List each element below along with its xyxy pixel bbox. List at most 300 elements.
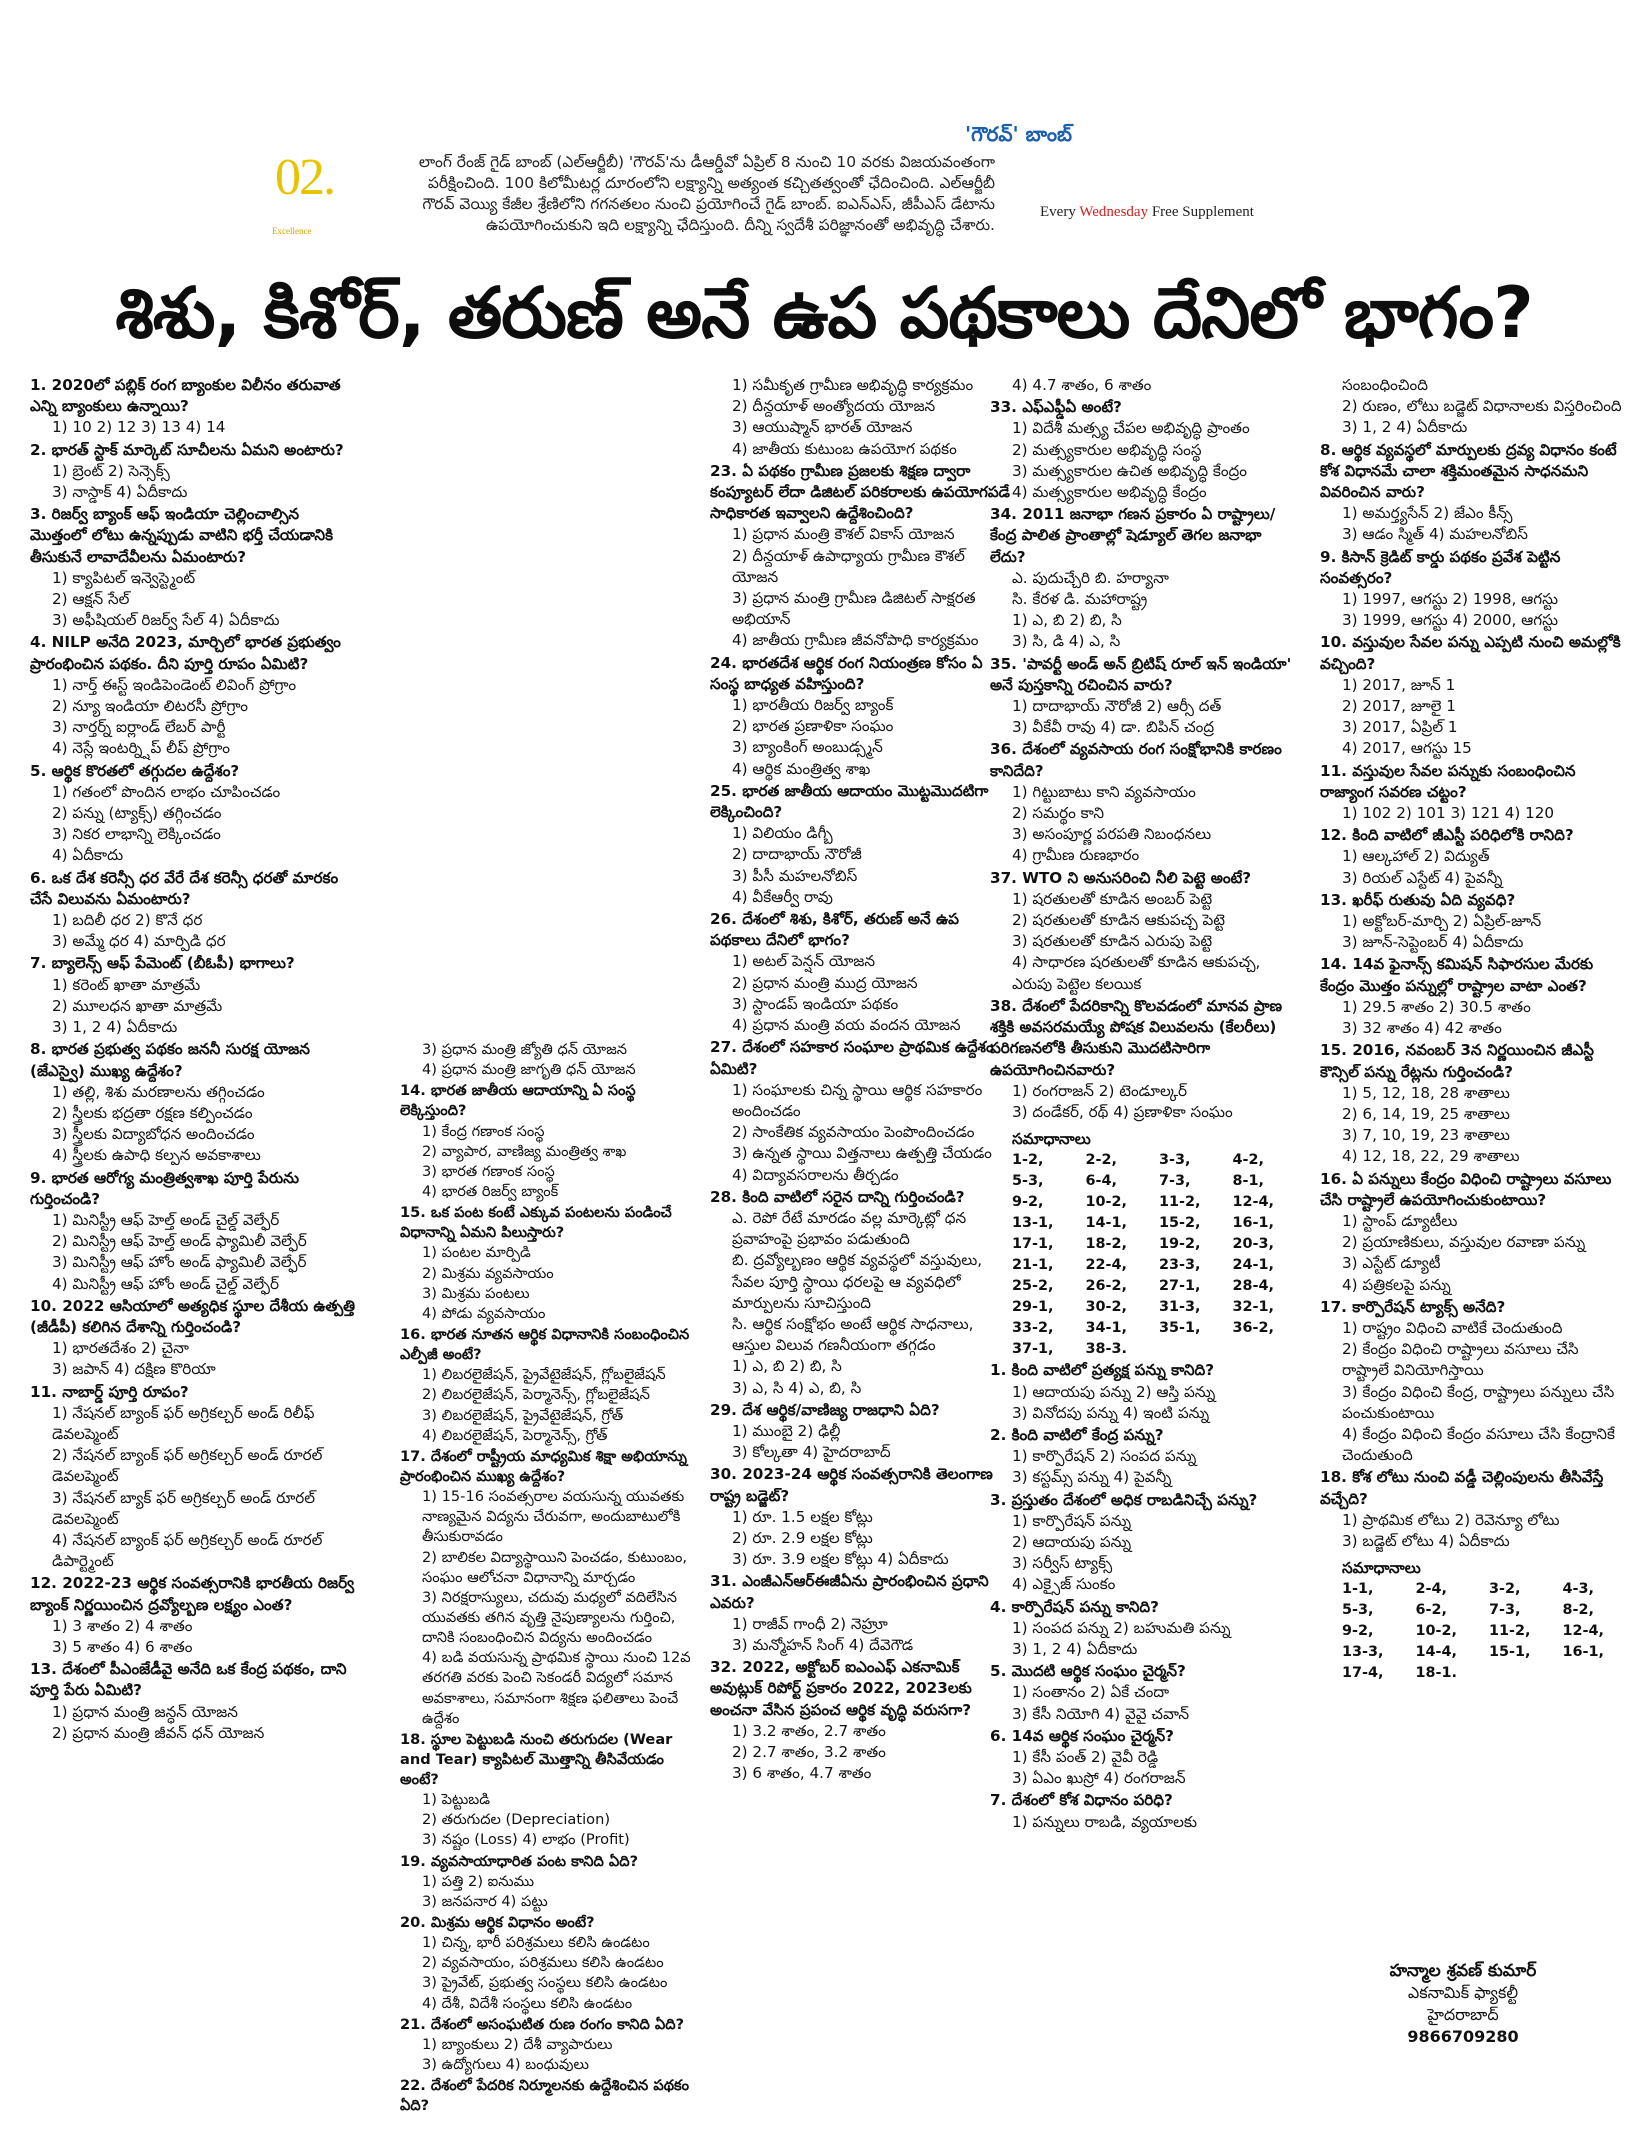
answer-entry: 15-1, (1489, 1644, 1531, 1661)
option-text: 2) లిబరలైజేషన్, పెర్మానెన్స్, గ్లోబలైజేషన్ (422, 1386, 650, 1404)
question-text: 32. 2022, అక్టోబర్ ఐఎంఎఫ్ ఎకనామిక్ అవుట్లుక్ రిపోర్ట్ ప్రకారం 2022, 2023లకు అంచనా వేసిన ప్రపంచ ఆర్థిక వృద్ధి వరుసగా? (710, 1658, 972, 1719)
answers-title: సమాధానాలు (1012, 1130, 1091, 1149)
option-text: 1) ఆదాయపు పన్ను 2) ఆస్తి పన్ను (1012, 1382, 1216, 1401)
question-text: 21. దేశంలో అసంఘటిత రుణ రంగం కానిది ఏది? (400, 2015, 685, 2033)
option-text: 1) బదిలీ ధర 2) కొనే ధర (52, 911, 203, 930)
question-item (400, 1913, 700, 2014)
question-text: 12. కింది వాటిలో జీఎస్టీ పరిధిలోకి రానిది? (1320, 826, 1574, 845)
supplement-post: Free Supplement (1148, 204, 1254, 220)
answer-entry: 11-2, (1159, 1194, 1201, 1211)
question-item (990, 504, 1300, 652)
answer-entry: 6-4, (1085, 1173, 1117, 1190)
option-text: 1) 2017, జూన్ 1 (1342, 675, 1456, 694)
question-text: 5. ఆర్థిక కొరతలో తగ్గుదల ఉద్దేశం? (30, 761, 240, 780)
option-text: 3) 1999, ఆగస్టు 4) 2000, ఆగస్టు (1342, 611, 1559, 630)
option-text: 1) ప్రధాన మంత్రి జన్ధన్ యోజన (52, 1702, 238, 1721)
answer-entry: 38-3. (1085, 1341, 1127, 1358)
option-text: 1) ప్రాథమిక లోటు 2) రెవెన్యూ లోటు (1342, 1510, 1560, 1529)
question-text: 30. 2023-24 ఆర్థిక సంవత్సరానికి తెలంగాణ రాష్ట్ర బడ్జెట్? (710, 1465, 993, 1505)
option-text: 4) ప్రధాన మంత్రి జాగృతి ధన్ యోజన (422, 1061, 636, 1079)
answer-entry: 15-2, (1159, 1215, 1201, 1232)
supplement-day: Wednesday (1079, 204, 1149, 220)
question-item (30, 632, 358, 759)
question-text: 8. భారత ప్రభుత్వ పథకం జననీ సురక్ష యోజన (జేఎస్వై) ముఖ్య ఉద్దేశం? (30, 1040, 310, 1080)
answer-entry: 17-4, (1342, 1665, 1384, 1682)
answer-entry: 18-1. (1415, 1665, 1457, 1682)
answer-entry: 10-2, (1085, 1194, 1127, 1211)
question-text: 31. ఎంజీఎన్ఆర్ఈజీఏను ప్రారంభించిన ప్రధాని ఎవరు? (710, 1572, 989, 1612)
supplement-label (1040, 204, 1254, 221)
option-text: 3) బ్యాంకింగ్ అంబుడ్స్మన్ (732, 738, 883, 757)
answer-entry: 24-1, (1232, 1257, 1274, 1274)
option-text: 4) నేషనల్ బ్యాంక్ ఫర్ అగ్రికల్చర్ అండ్ రూరల్ డిపార్ట్మెంట్ (52, 1530, 323, 1571)
question-item (990, 375, 1300, 396)
option-text: 3) జపాన్ 4) దక్షిణ కొరియా (52, 1360, 216, 1379)
answer-entry: 7-3, (1489, 1602, 1521, 1619)
option-text: 4) జాతీయ గ్రామీణ జీవనోపాధి కార్యక్రమం (732, 631, 979, 650)
option-text: 2) మిశ్రమ వ్యవసాయం (422, 1264, 554, 1282)
question-item (400, 1852, 700, 1912)
option-text: 3) ఆయుష్మాన్ భారత్ యోజన (732, 418, 913, 437)
question-text: 26. దేశంలో శిశు, కిశోర్, తరుణ్ అనే ఉప పథకాలు దేనిలో భాగం? (710, 910, 959, 950)
option-text: 1) సమీకృత గ్రామీణ అభివృద్ధి కార్యక్రమం (732, 376, 974, 394)
answers-grid (990, 1150, 1300, 1360)
answer-entry: 4-2, (1232, 1152, 1264, 1169)
option-text: 3) షరతులతో కూడిన ఎరుపు పెట్టె (1012, 932, 1213, 951)
option-text: 4) స్త్రీలకు ఉపాధి కల్పన అవకాశాలు (52, 1146, 261, 1165)
column-2 (400, 1040, 700, 2117)
option-text: 2) దాదాభాయ్ నౌరోజీ (732, 845, 862, 864)
option-text: 1) రంగరాజన్ 2) టెండూల్కర్ (1012, 1081, 1187, 1100)
option-text: 3) ఎస్టేట్ డ్యూటీ (1342, 1254, 1441, 1273)
option-text: 1) 15-16 సంవత్సరాల వయసున్న యువతకు నాణ్యమైన విద్యను చేరువగా, అందుబాటులోకి తీసుకురావడం (422, 1488, 685, 1546)
section-tag: Excellence (272, 226, 312, 236)
question-text: 10. 2022 ఆసియాలో అత్యధిక స్థూల దేశీయ ఉత్పత్తి (జీడీపీ) కలిగిన దేశాన్ని గుర్తించండి? (30, 1296, 356, 1336)
option-text: 1) సంఘాలకు చిన్న స్థాయి ఆర్థిక సహకారం అందించడం (732, 1080, 983, 1120)
question-item (400, 1325, 700, 1446)
question-text: 11. నాబార్డ్ పూర్తి రూపం? (30, 1382, 189, 1401)
option-text: 1) 102 2) 101 3) 121 4) 120 (1342, 804, 1555, 823)
question-text: 6. 14వ ఆర్థిక సంఘం చైర్మన్? (990, 1726, 1174, 1745)
answer-entry: 17-1, (1012, 1236, 1054, 1253)
option-text: 3) కస్టమ్స్ పన్ను 4) పైవన్నీ (1012, 1468, 1172, 1487)
question-text: 12. 2022-23 ఆర్థిక సంవత్సరానికి భారతీయ రిజర్వ్ బ్యాంక్ నిర్ణయించిన ద్రవ్యోల్బణ లక్ష్యం ఎంత? (30, 1574, 355, 1614)
question-text: 37. WTO ని అనుసరించి నీలి పెట్టె అంటే? (990, 868, 1252, 887)
option-text: 2) షరతులతో కూడిన ఆకుపచ్చ పెట్టె (1012, 911, 1226, 930)
option-text: 1) భారతదేశం 2) చైనా (52, 1339, 189, 1358)
question-item (710, 653, 1010, 780)
option-text: 3) 1, 2 4) ఏదీకాదు (52, 1018, 178, 1037)
answer-entry: 29-1, (1012, 1299, 1054, 1316)
option-text: 2) పన్ను (ట్యాక్స్) తగ్గించడం (52, 804, 222, 823)
answer-entry: 9-2, (1012, 1194, 1044, 1211)
question-item (710, 1571, 1010, 1656)
question-text: 13. ఖరీఫ్ రుతువు ఏది వ్యవధి? (1320, 890, 1516, 909)
option-text: 1) పెట్టుబడి (422, 1791, 491, 1809)
answers-grid (1320, 1579, 1630, 1684)
option-text: 2) 6, 14, 19, 25 శాతాలు (1342, 1104, 1510, 1123)
option-text: 3) కోల్కతా 4) హైదరాబాద్ (732, 1443, 891, 1462)
option-text: 4) కేంద్రం విధించి కేంద్రం వసూలు చేసి కేంద్రానికే చెందుతుంది (1342, 1424, 1615, 1465)
option-text: 2) రూ. 2.9 లక్షల కోట్లు (732, 1528, 873, 1547)
option-text: 2) వ్యవసాయం, పరిశ్రమలు కలిసి ఉండటం (422, 1954, 664, 1972)
option-text: 3) స్త్రీలకు విద్యాబోధన అందించడం (52, 1125, 255, 1144)
author-phone: 9866709280 (1407, 2027, 1519, 2046)
column-1 (30, 375, 358, 1745)
answer-entry: 14-1, (1085, 1215, 1127, 1232)
question-text: 20. మిశ్రమ ఆర్థిక విధానం అంటే? (400, 1914, 595, 1932)
answer-entry: 21-1, (1012, 1257, 1054, 1274)
option-text: 4) పత్రికలపై పన్ను (1342, 1275, 1451, 1294)
option-text: ఎ. పుదుచ్చేరి బి. హర్యానా (1012, 568, 1169, 587)
question-text: 4. కార్పొరేషన్ పన్ను కానిది? (990, 1597, 1159, 1616)
option-text: 4) భారత రిజర్వ్ బ్యాంక్ (422, 1182, 559, 1200)
question-item (30, 761, 358, 867)
option-text: 3) నేషనల్ బ్యాక్ ఫర్ అగ్రికల్చర్ అండ్ రూరల్ డెవలప్మెంట్ (52, 1488, 316, 1528)
option-text: 4) 2017, ఆగస్టు 15 (1342, 739, 1472, 758)
question-text: 14. 14వ ఫైనాన్స్ కమిషన్ సిఫారసుల మేరకు కేంద్రం మొత్తం పన్నుల్లో రాష్ట్రాల వాటా ఎంత? (1320, 955, 1594, 995)
option-text: 3) ప్రధాన మంత్రి గ్రామీణ డిజిటల్ సాక్షరత అభియాన్ (732, 589, 976, 629)
option-text: 3) అఫీషియల్ రిజర్వ్ సేల్ 4) ఏదీకాదు (52, 611, 280, 630)
question-item (990, 1425, 1300, 1489)
option-text: 1) అక్టోబర్-మార్చి 2) ఏప్రిల్-జూన్ (1342, 912, 1542, 931)
option-text: 1) విలియం డిగ్బీ (732, 824, 833, 843)
question-text: 3. ప్రస్తుతం దేశంలో అధిక రాబడినిచ్చే పన్ను? (990, 1490, 1258, 1509)
option-text: 1) బ్రెంట్ 2) సెన్సెక్స్ (52, 461, 170, 480)
option-text: 3) ఉద్యోగులు 4) బంధువులు (422, 2056, 589, 2074)
answer-entry: 7-3, (1159, 1173, 1191, 1190)
question-text: 17. దేశంలో రాష్ట్రీయ మాధ్యమిక శిక్షా అభియాన్ను ప్రారంభించిన ముఖ్య ఉద్దేశం? (400, 1447, 687, 1485)
option-text: 2) ప్రధాన మంత్రి ముద్ర యోజన (732, 973, 918, 992)
option-text: 3) మత్స్యకారుల ఉచిత అభివృద్ధి కేంద్రం (1012, 461, 1247, 480)
option-text: 1) మినిస్ట్రీ ఆఫ్ హెల్త్ అండ్ చైల్డ్ వెల్ఫేర్ (52, 1210, 280, 1229)
answer-entry: 18-2, (1085, 1236, 1127, 1253)
question-item (1320, 440, 1630, 546)
option-text: 1) 29.5 శాతం 2) 30.5 శాతం (1342, 997, 1531, 1016)
option-text: 1) నార్త్ ఈస్ట్ ఇండిపెండెంట్ లివింగ్ ప్రోగ్రాం (52, 675, 297, 694)
answer-entry: 13-1, (1012, 1215, 1054, 1232)
question-item (30, 375, 358, 439)
option-text: 3) రియల్ ఎస్టేట్ 4) పైవన్నీ (1342, 868, 1503, 887)
question-item (400, 2076, 700, 2116)
option-text: 1) గిట్టుబాటు కాని వ్యవసాయం (1012, 782, 1196, 801)
option-text: 3) జూన్-సెప్టెంబర్ 4) ఏదీకాదు (1342, 933, 1524, 952)
option-text: 1) 5, 12, 18, 28 శాతాలు (1342, 1083, 1510, 1102)
option-text: 4) మినిస్ట్రీ ఆఫ్ హోం అండ్ చైల్డ్ వెల్ఫేర్ (52, 1274, 279, 1293)
option-text: 4) విద్యావసరాలను తీర్చడం (732, 1165, 899, 1184)
option-text: 1) దాదాభాయ్ నౌరోజీ 2) ఆర్సీ దత్ (1012, 697, 1222, 716)
answer-entry: 25-2, (1012, 1278, 1054, 1295)
answer-entry: 28-4, (1232, 1278, 1274, 1295)
option-text: 2) భారత ప్రణాళికా సంఘం (732, 717, 894, 736)
author-city: హైదరాబాద్ (1427, 2005, 1499, 2024)
answer-entry: 2-2, (1085, 1152, 1117, 1169)
question-item (710, 781, 1010, 908)
question-text: 3. రిజర్వ్ బ్యాంక్ ఆఫ్ ఇండియా చెల్లించాల్సిన మొత్తంలో లోటు ఉన్నప్పుడు వాటిని భర్తీ చేయడానికి తీసుకునే లావాదేవీలను ఏమంటారు? (30, 505, 334, 566)
question-item (710, 1187, 1010, 1399)
option-text: 2) స్త్రీలకు భద్రతా రక్షణ కల్పించడం (52, 1103, 253, 1122)
question-item (710, 375, 1010, 460)
question-text: 25. భారత జాతీయ ఆదాయం మొట్టమొదటిగా లెక్కించింది? (710, 781, 989, 822)
option-text: 2) ప్రయాణికులు, వస్తువుల రవాణా పన్ను (1342, 1233, 1586, 1252)
option-text: 2) న్యూ ఇండియా లిటరసీ ప్రోగ్రాం (52, 697, 248, 716)
question-item (30, 1659, 358, 1744)
page-number: 02. (275, 149, 334, 206)
option-text: 3) మన్మోహన్ సింగ్ 4) దేవెగౌడ (732, 1635, 914, 1654)
answer-entry: 9-2, (1342, 1623, 1374, 1640)
option-text: 1) కేసీ పంత్ 2) వైవీ రెడ్డి (1012, 1747, 1159, 1766)
option-text: 3) నికర లాభాన్ని లెక్కించడం (52, 825, 221, 844)
question-text: 24. భారతదేశ ఆర్థిక రంగ నియంత్రణ కోసం ఏ సంస్థ బాధ్యత వహిస్తుంది? (710, 653, 983, 693)
option-text: సి. కేరళ డి. మహారాష్ట్ర (1012, 590, 1148, 609)
question-item (710, 909, 1010, 1036)
option-text: 4) గ్రామీణ రుణభారం (1012, 846, 1140, 865)
option-text: 4) వీకేఆర్వీ రావు (732, 887, 833, 906)
answer-entry: 2-4, (1415, 1581, 1447, 1598)
question-item (710, 461, 1010, 652)
question-item (30, 1168, 358, 1295)
question-text: 9. భారత ఆరోగ్య మంత్రిత్వశాఖ పూర్తి పేరును గుర్తించండి? (30, 1168, 299, 1208)
question-item (1320, 890, 1630, 954)
answer-entry: 16-1, (1562, 1644, 1604, 1661)
answer-entry: 36-2, (1232, 1320, 1274, 1337)
option-text: 2) దీన్దయాళ్ అంత్యోదయ యోజన (732, 397, 936, 416)
question-item (30, 953, 358, 1038)
question-text: 7. దేశంలో కోశ విధానం పరిధి? (990, 1791, 1173, 1810)
question-item (400, 1730, 700, 1851)
answer-entry: 16-1, (1232, 1215, 1274, 1232)
question-item (30, 440, 358, 504)
question-text: 11. వస్తువుల సేవల పన్నుకు సంబంధించిన రాజ్యాంగ సవరణ చట్టం? (1320, 761, 1576, 801)
question-text: 13. దేశంలో పీఎంజేడీవై అనేది ఒక కేంద్ర పథకం, దాని పూర్తి పేరు ఏమిటి? (30, 1660, 347, 1700)
question-item (1320, 547, 1630, 632)
option-text: 3) అసంపూర్ణ పరపతి నిబంధనలు (1012, 825, 1212, 844)
option-text: 3) ఎ, సి 4) ఎ, బి, సి (732, 1378, 862, 1397)
option-text: 3) అమ్మే ధర 4) మార్పిడి ధర (52, 932, 226, 951)
question-item (990, 1790, 1300, 1832)
option-text: 2) ఆక్షన్ సేల్ (52, 590, 130, 609)
answer-entry: 20-3, (1232, 1236, 1274, 1253)
answer-entry: 14-4, (1415, 1644, 1457, 1661)
option-text: 3) ఉన్నత స్థాయి విత్తనాలు ఉత్పత్తి చేయడం (732, 1144, 992, 1163)
option-text: 1) కేంద్ర గణాంక సంస్థ (422, 1122, 545, 1140)
option-text: 1) ప్రధాన మంత్రి కౌశల్ వికాస్ యోజన (732, 525, 955, 544)
option-text: 2) సాంకేతిక వ్యవసాయం పెంపొందించడం (732, 1123, 975, 1142)
option-text: 4) పోడు వ్యవసాయం (422, 1304, 546, 1322)
option-text: 3) ఏఎం ఖుస్రో 4) రంగరాజన్ (1012, 1769, 1186, 1788)
answer-entry: 8-2, (1562, 1602, 1594, 1619)
option-text: 1) 3.2 శాతం, 2.7 శాతం (732, 1721, 886, 1740)
news-box-text: లాంగ్ రేంజ్ గైడ్ బాంబ్ (ఎల్ఆర్జీబీ) 'గౌరవ్'ను డీఆర్డీవో ఏప్రిల్ 8 నుంచి 10 వరకు విజయవంతంగా పరీక్షించింది. 100 కిలోమీటర్ల దూరంలోని లక్ష్యాన్ని అత్యంత కచ్చితత్వంతో ఛేదించింది. ఎల్ఆర్జీబీ గౌరవ్ వెయ్యి కేజీల శ్రేణిలోని గగనతలం నుంచి ప్రయోగించే గైడ్ బాంబ్. ఐఎన్ఎస్, జీపీఎస్ డేటాను ఉపయోగించుకుని ఇది లక్ష్యాన్ని ఛేదిస్తుంది. దీన్ని స్వదేశీ పరిజ్ఞానంతో అభివృద్ధి చేశారు. (418, 153, 995, 234)
option-text: 1) తల్లి, శిశు మరణాలను తగ్గించడం (52, 1082, 265, 1101)
option-text: 3) దండేకర్, రథ్ 4) ప్రణాళికా సంఘం (1012, 1102, 1233, 1121)
question-text: 34. 2011 జనాభా గణన ప్రకారం ఏ రాష్ట్రాలు/కేంద్ర పాలిత ప్రాంతాల్లో షెడ్యూల్ తెగల జనాభా లేదు? (990, 505, 1276, 566)
question-text: 1. కింది వాటిలో ప్రత్యక్ష పన్ను కానిది? (990, 1361, 1215, 1380)
question-text: 27. దేశంలో సహకార సంఘాల ప్రాథమిక ఉద్దేశం ఏమిటి? (710, 1038, 994, 1078)
column-5 (1320, 375, 1630, 1684)
answer-entry: 22-4, (1085, 1257, 1127, 1274)
option-text: 4) ఆర్థిక మంత్రిత్వ శాఖ (732, 759, 871, 778)
option-text: 4) జాతీయ కుటుంబ ఉపయోగ పథకం (732, 439, 957, 458)
option-text: 1) కార్పొరేషన్ పన్ను (1012, 1511, 1132, 1530)
question-item (400, 1203, 700, 1324)
question-text: 23. ఏ పథకం గ్రామీణ ప్రజలకు శిక్షణ ద్వారా కంప్యూటర్ లేదా డిజిటల్ పరికరాలకు ఉపయోగపడే సాధికారత ఇవ్వాలని ఉద్దేశించింది? (710, 461, 1010, 523)
option-text: 2) 2.7 శాతం, 3.2 శాతం (732, 1743, 886, 1761)
option-text: 2) కేంద్రం విధించి రాష్ట్రాలు వసూలు చేసి రాష్ట్రాలే వినియోగిస్తాయి (1342, 1340, 1579, 1380)
option-text: 1) ముంబై 2) ఢిల్లీ (732, 1421, 841, 1440)
option-text: 1) నేషనల్ బ్యాంక్ ఫర్ అగ్రికల్చర్ అండ్ రిలీఫ్ డెవలప్మెంట్ (52, 1403, 315, 1443)
answer-entry: 33-2, (1012, 1320, 1054, 1337)
question-item (1320, 954, 1630, 1039)
option-text: 1) విదేశీ మత్స్య చేపల అభివృద్ధి ప్రాంతం (1012, 419, 1250, 438)
question-item (990, 397, 1300, 503)
answer-entry: 5-3, (1342, 1602, 1374, 1619)
answer-entry: 8-1, (1232, 1173, 1264, 1190)
author-role: ఎకనామిక్ ఫ్యాకల్టీ (1407, 1983, 1519, 2002)
option-text: బి. ద్రవ్యోల్బణం ఆర్థిక వ్యవస్థలో వస్తువులు, సేవల పూర్తి స్థాయి ధరలపై ఆ వ్యవధిలో మార్పులను సూచిస్తుంది (732, 1251, 983, 1312)
question-item (1320, 632, 1630, 759)
answer-entry: 31-3, (1159, 1299, 1201, 1316)
question-item (30, 1573, 358, 1658)
question-text: 1. 2020లో పబ్లిక్ రంగ బ్యాంకుల విలీనం తరువాత ఎన్ని బ్యాంకులు ఉన్నాయి? (30, 376, 341, 416)
option-text: 2) సమర్థం కాని (1012, 804, 1105, 823)
option-text: 4) సాధారణ షరతులతో కూడిన ఆకుపచ్చ, ఎరుపు పెట్టెల కలయిక (1012, 953, 1261, 993)
question-text: 14. భారత జాతీయ ఆదాయాన్ని ఏ సంస్థ లెక్కిస్తుంది? (400, 1082, 636, 1120)
question-text: 2. కింది వాటిలో కేంద్ర పన్ను? (990, 1425, 1164, 1444)
option-text: 1) బ్యాంకులు 2) దేశీ వ్యాపారులు (422, 2035, 613, 2053)
supplement-pre: Every (1040, 204, 1080, 220)
option-text: 2) మినిస్ట్రీ ఆఫ్ హెల్త్ అండ్ ఫ్యామిలీ వెల్ఫేర్ (52, 1232, 307, 1251)
question-item (710, 1464, 1010, 1570)
question-text: 8. ఆర్థిక వ్యవస్థలో మార్పులకు ద్రవ్య విధానం కంటే కోశ విధానమే చాలా శక్తిమంతమైన సాధనమని వివరించిన వారు? (1320, 440, 1617, 502)
question-item (990, 739, 1300, 866)
option-text: 2) ప్రధాన మంత్రి జీవన్ ధన్ యోజన (52, 1723, 265, 1742)
option-text: 1) సంపద పన్ను 2) బహుమతి పన్ను (1012, 1618, 1231, 1637)
option-text: 1) 10 2) 12 3) 13 4) 14 (52, 418, 226, 437)
question-item (400, 2015, 700, 2075)
option-text: 3) మిశ్రమ పంటలు (422, 1284, 530, 1302)
option-text: 2) బాలికల విద్యాస్థాయిని పెంచడం, కుటుంబం, సంఘం ఆలోచనా విధానాన్ని మార్చడం (422, 1548, 687, 1586)
question-item (30, 1039, 358, 1166)
option-text: 2) తరుగుదల (Depreciation) (422, 1811, 611, 1829)
option-text: 3) 6 శాతం, 4.7 శాతం (732, 1764, 872, 1783)
question-item (1320, 761, 1630, 825)
option-text: 1) ఆల్కహాల్ 2) విద్యుత్ (1342, 847, 1490, 866)
question-item (990, 654, 1300, 739)
option-text: 3) 1, 2 4) ఏదీకాదు (1342, 418, 1468, 437)
question-item (30, 1382, 358, 1573)
option-text: 3) రూ. 3.9 లక్షల కోట్లు 4) ఏదీకాదు (732, 1550, 949, 1569)
question-item (400, 1081, 700, 1202)
option-text: 3) బడ్జెట్ లోటు 4) ఏదీకాదు (1342, 1531, 1510, 1550)
question-text: 7. బ్యాలెన్స్ ఆఫ్ పేమెంట్ (బీఓపీ) భాగాలు? (30, 954, 295, 973)
option-text: 1) కరెంట్ ఖాతా మాత్రమే (52, 975, 201, 994)
option-text: 3) ప్రైవేట్, ప్రభుత్వ సంస్థలు కలిసి ఉండటం (422, 1974, 668, 1992)
answer-entry: 10-2, (1415, 1623, 1457, 1640)
option-text: 3) భారత గణాంక సంస్థ (422, 1162, 555, 1180)
column-3 (710, 375, 1010, 1785)
option-text: 2) 2017, జూలై 1 (1342, 697, 1456, 716)
option-text: 3) వీకేవీ రావు 4) డా. బిపిన్ చంద్ర (1012, 718, 1215, 737)
question-text: 22. దేశంలో పేదరిక నిర్మూలనకు ఉద్దేశించిన పథకం ఏది? (400, 2077, 690, 2115)
answer-entry: 23-3, (1159, 1257, 1201, 1274)
answer-entry: 12-4, (1562, 1623, 1604, 1640)
option-text: 2) ఆదాయపు పన్ను (1012, 1532, 1132, 1551)
option-text: 2) మూలధన ఖాతా మాత్రమే (52, 996, 223, 1015)
answer-entry: 13-3, (1342, 1644, 1384, 1661)
option-text: 1) చిన్న, భారీ పరిశ్రమలు కలిసి ఉండటం (422, 1934, 650, 1952)
question-text: 17. కార్పొరేషన్ ట్యాక్స్ అనేది? (1320, 1297, 1506, 1316)
option-text: 1) కార్పొరేషన్ 2) సంపద పన్ను (1012, 1447, 1197, 1466)
option-text: 4) ఎక్సైజ్ సుంకం (1012, 1575, 1116, 1594)
answer-entry: 27-1, (1159, 1278, 1201, 1295)
question-item (30, 1296, 358, 1381)
option-text: 3) స్టాండప్ ఇండియా పథకం (732, 994, 899, 1013)
option-text: 4) మత్స్యకారుల అభివృద్ధి కేంద్రం (1012, 483, 1207, 502)
question-item (30, 868, 358, 953)
question-text: 19. వ్యవసాయాధారిత పంట కానిది ఏది? (400, 1852, 639, 1870)
answer-entry: 3-2, (1489, 1581, 1521, 1598)
option-text: 1) లిబరలైజేషన్, ప్రైవేటైజేషన్, గ్లోబలైజేషన్ (422, 1366, 666, 1384)
question-item (1320, 1169, 1630, 1296)
option-text: 3) నష్టం (Loss) 4) లాభం (Profit) (422, 1831, 630, 1849)
question-text: 36. దేశంలో వ్యవసాయ రంగ సంక్షోభానికి కారణం కానిదేది? (990, 740, 1282, 780)
option-text: 1) 1997, ఆగస్టు 2) 1998, ఆగస్టు (1342, 590, 1559, 609)
question-text: 29. దేశ ఆర్థిక/వాణిజ్య రాజధాని ఏది? (710, 1400, 940, 1419)
option-text: 3) ఆడం స్మిత్ 4) మహలనోబిస్ (1342, 525, 1528, 544)
answer-entry: 5-3, (1012, 1173, 1044, 1190)
option-text: 3) నార్తర్న్ ఐర్లాండ్ లేబర్ పార్టీ (52, 718, 226, 737)
option-text: 2) రుణం, లోటు బడ్జెట్ విధానాలకు విస్తరించింది (1342, 397, 1622, 416)
question-text: 6. ఒక దేశ కరెన్సీ ధర వేరే దేశ కరెన్సీ ధరతో మారకం చేసే విలువను ఏమంటారు? (30, 868, 339, 908)
question-item (990, 996, 1300, 1123)
question-text: 4. NILP అనేది 2023, మార్చిలో భారత ప్రభుత్వం ప్రారంభించిన పథకం. దీని పూర్తి రూపం ఏమిటి? (30, 633, 341, 673)
option-text: 3) వినోదపు పన్ను 4) ఇంటి పన్ను (1012, 1403, 1210, 1422)
option-text: 1) పంటల మార్పిడి (422, 1244, 531, 1262)
option-text: 2) మత్స్యకారుల అభివృద్ధి సంస్థ (1012, 440, 1202, 459)
answer-entry: 3-3, (1159, 1152, 1191, 1169)
answer-entry: 19-2, (1159, 1236, 1201, 1253)
option-text: 2) దీన్దయాళ్ ఉపాధ్యాయ గ్రామీణ కౌశల్ యోజన (732, 546, 965, 586)
option-text: 4) ఏదీకాదు (52, 846, 124, 865)
option-text: 4) 12, 18, 22, 29 శాతాలు (1342, 1147, 1520, 1166)
option-text: 1) సంతానం 2) ఏకే చందా (1012, 1683, 1170, 1702)
question-item (1320, 375, 1630, 439)
answer-entry: 12-4, (1232, 1194, 1274, 1211)
option-text: 4) లిబరలైజేషన్, పెర్మానెన్స్, గ్రోత్ (422, 1426, 608, 1444)
question-item (710, 1400, 1010, 1464)
option-text: 1) గతంలో పొందిన లాభం చూపించడం (52, 782, 281, 801)
question-text: 16. ఏ పన్నులు కేంద్రం విధించి రాష్ట్రాలు వసూలు చేసి రాష్ట్రాలే ఉపయోగించుకుంటాయి? (1320, 1169, 1612, 1209)
question-item (1320, 1467, 1630, 1552)
option-text: 3) 2017, ఏప్రిల్ 1 (1342, 718, 1458, 737)
option-text: 3) కేసీ నియోగి 4) వైవై చవాన్ (1012, 1704, 1189, 1723)
answer-entry: 30-2, (1085, 1299, 1127, 1316)
question-item (990, 868, 1300, 995)
option-text: 1) ఎ, బి 2) బి, సి (732, 1357, 842, 1376)
question-item (1320, 1297, 1630, 1467)
option-text: 3) సర్వీస్ ట్యాక్స్ (1012, 1554, 1113, 1573)
question-text: 18. స్థూల పెట్టుబడి నుంచి తరుగుదల (Wear and Tear) క్యాపిటల్ మొత్తాన్ని తీసివేయడం అంటే? (400, 1730, 673, 1789)
answer-entry: 32-1, (1232, 1299, 1274, 1316)
option-text: 1) స్టాంప్ డ్యూటీలు (1342, 1211, 1458, 1230)
option-text: 1) రాజీవ్ గాంధీ 2) నెహ్రూ (732, 1614, 888, 1633)
question-text: 2. భారత్ స్టాక్ మార్కెట్ సూచీలను ఏమని అంటారు? (30, 440, 344, 459)
option-text: 3) కేంద్రం విధించి కేంద్ర, రాష్ట్రాలు పన్నులు చేసి పంచుకుంటాయి (1342, 1382, 1615, 1422)
option-text: 3) 7, 10, 19, 23 శాతాలు (1342, 1126, 1510, 1145)
option-text: 4) ప్రధాన మంత్రి వయ వందన యోజన (732, 1016, 961, 1035)
question-text: 28. కింది వాటిలో సరైన దాన్ని గుర్తించండి? (710, 1187, 965, 1206)
